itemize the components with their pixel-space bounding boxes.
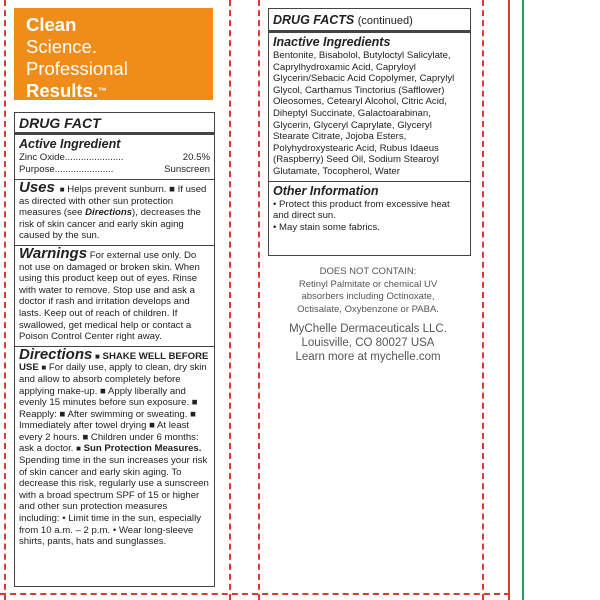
active-ingredient-section bbox=[15, 135, 214, 180]
sun-protection-heading: Sun Protection Measures. bbox=[83, 443, 202, 455]
does-not-contain-block: DOES NOT CONTAIN: Retinyl Palmitate or chemical UV absorbers including Octinoxate, Octisalate, Oxybenzone or PABA. bbox=[262, 266, 474, 316]
drug-fact-title-section bbox=[15, 113, 214, 135]
other-information-section bbox=[269, 182, 470, 237]
brand-line-1: Clean bbox=[26, 14, 77, 35]
fold-line-3 bbox=[482, 0, 484, 600]
drug-fact-title: DRUG FACT bbox=[19, 115, 101, 131]
brand-line-4: Results.™ bbox=[26, 80, 107, 101]
company-address: Louisville, CO 80027 USA bbox=[301, 337, 435, 349]
cut-line-left bbox=[4, 0, 6, 600]
fold-line-1 bbox=[229, 0, 231, 600]
other-information-heading: Other Information bbox=[273, 183, 379, 198]
directions-heading: Directions bbox=[19, 345, 93, 363]
active-ingredient-row: Zinc Oxide ...................... 20.5% bbox=[19, 152, 210, 163]
inactive-ingredients-text: Bentonite, Bisabolol, Butyloctyl Salicylate, Caprylhydroxamic Acid, Capryloyl Glycerin/Sebacic Acid Copolymer, Caprylyl Glycol, Carthamus Tinctorius (Safflower) Oleosomes, Cetearyl Alcohol, Citric Acid, Diheptyl Succinate, Galactoarabinan, Glycerin, Glyceryl Caprylate, Glyceryl Stearate Citrate, Jojoba Esters, Polyhydroxystearic Acid, Rubus Idaeus (Raspberry) Seed Oil, Sodium Stearoyl Glutamate, Tocopherol, Water bbox=[273, 50, 455, 177]
brand-line-2: Science. bbox=[26, 36, 97, 57]
other-info-item: • May stain some fabrics. bbox=[273, 221, 380, 233]
purpose-row: Purpose ...................... Sunscreen bbox=[19, 164, 210, 175]
fold-line-2 bbox=[258, 0, 260, 600]
continued-title-section: DRUG FACTS (continued) bbox=[269, 9, 470, 33]
uses-heading: Uses bbox=[19, 179, 55, 196]
warnings-heading: Warnings bbox=[19, 244, 88, 262]
inactive-ingredients-section bbox=[269, 33, 470, 182]
brand-line-3: Professional bbox=[26, 58, 128, 79]
continued-title: DRUG FACTS bbox=[273, 13, 355, 27]
inactive-ingredients-heading: Inactive Ingredients bbox=[273, 35, 391, 49]
warnings-section bbox=[15, 246, 214, 347]
brand-tagline-block bbox=[14, 8, 213, 100]
directions-text: For daily use, apply to clean, dry skin and allow to absorb completely before applying make-up. ■ Apply liberally and evenly 15 minutes before sun exposure. ■ Reapply: ■ After swimming or sweating. ■ Immediately after towel drying ■ At least every 2 hours. ■ Children under 6 months: ask a doctor. bbox=[19, 362, 207, 455]
uses-section: Uses ■ Helps prevent sunburn. ■ If used as directed with other sun protection measures (see Directions), decreases the risk of skin cancer and early skin aging caused by the sun. bbox=[15, 180, 214, 246]
shake-well-text: SHAKE WELL BEFORE USE bbox=[19, 350, 209, 374]
active-ingredient-heading: Active Ingredient bbox=[19, 137, 121, 151]
cut-line-right bbox=[508, 0, 510, 600]
drug-facts-continued-panel bbox=[268, 8, 471, 256]
fold-line-green bbox=[522, 0, 524, 600]
directions-section: Directions ■ SHAKE WELL BEFORE USE ■ For daily use, apply to clean, dry skin and allow to absorb completely before applying make-up. ■ Apply liberally and evenly 15 minutes before sun exposure. ■ Reapply: ■ After swimming or sweating. ■ Immediately after towel drying ■ At least every 2 hours. ■ Children under 6 months: ask a doctor. ■ Sun Protection Measures. Spending time in the sun increases your risk of skin cancer and early skin aging. To decrease this risk, regularly use a sunscreen with a broad spectrum SPF of 15 or higher and other sun protection measures including: • Limit time in the sun, especially from 10 a.m. – 2 p.m. • Wear long-sleeve shirts, pants, hats and sunglasses. bbox=[19, 345, 209, 548]
other-info-item: • Protect this product from excessive heat and direct sun. bbox=[273, 198, 450, 222]
warnings-text: For external use only. Do not use on damaged or broken skin. When using this product keep out of eyes. Rinse with water to remove. Stop use and ask a doctor if rash and irritation develops and lasts. Keep out of reach of children. If swallowed, get medical help or contact a Poison Control Center right away. bbox=[19, 249, 200, 343]
company-website: Learn more at mychelle.com bbox=[295, 351, 441, 363]
drug-fact-panel bbox=[14, 112, 215, 587]
company-name: MyChelle Dermaceuticals LLC. bbox=[289, 323, 447, 335]
company-info-block bbox=[262, 322, 474, 364]
does-not-contain-heading: DOES NOT CONTAIN: bbox=[319, 266, 417, 277]
uses-text: Helps prevent sunburn. ■ If used as directed with other sun protection measures (see bbox=[19, 184, 207, 219]
cut-line-bottom bbox=[0, 593, 510, 595]
sun-protection-text: Spending time in the sun increases your risk of skin cancer and early skin aging. To decrease this risk, regularly use a sunscreen with a broad spectrum SPF of 15 or higher and other sun protection measures including: • Limit time in the sun, especially from 10 a.m. – 2 p.m. • Wear long-sleeve shirts, pants, hats and sunglasses. bbox=[19, 455, 209, 548]
